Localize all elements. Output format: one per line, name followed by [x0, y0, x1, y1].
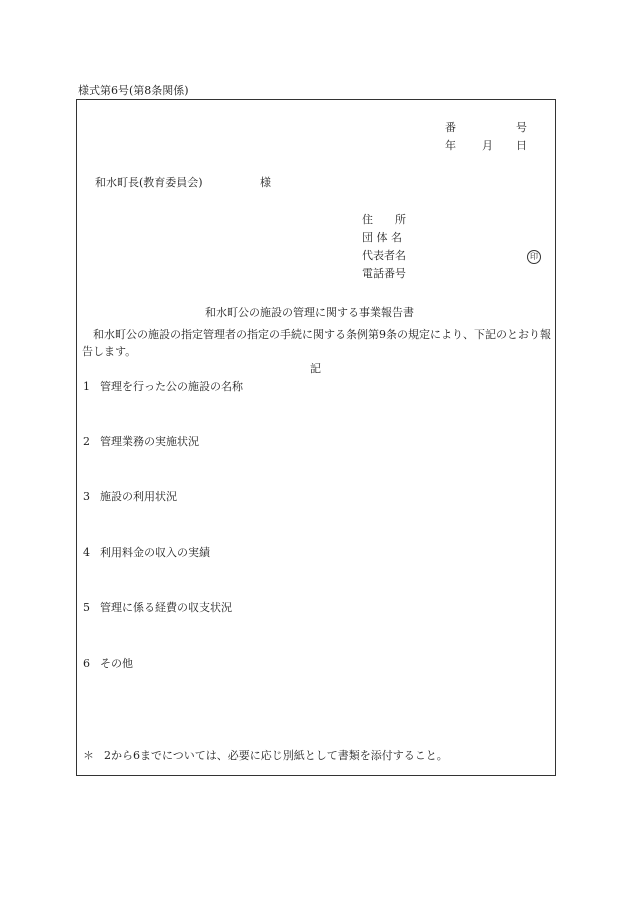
item-number: 4 — [83, 546, 90, 559]
attachment-note — [83, 749, 448, 763]
item-text: 管理業務の実施状況 — [100, 435, 199, 448]
item-number: 2 — [83, 435, 90, 448]
month-label: 月 — [482, 139, 493, 152]
item-6 — [83, 657, 133, 671]
item-number: 3 — [83, 490, 90, 503]
item-text: 施設の利用状況 — [100, 490, 177, 503]
sender-group-label: 団 体 名 — [362, 231, 402, 244]
item-text: その他 — [100, 657, 133, 670]
sender-phone-label: 電話番号 — [362, 267, 406, 280]
sender-address-label: 住 所 — [362, 213, 406, 226]
ki-label: 記 — [310, 362, 321, 375]
item-number: 5 — [83, 601, 90, 614]
item-4 — [83, 546, 210, 560]
item-1 — [83, 380, 243, 394]
item-text: 利用料金の収入の実績 — [100, 546, 210, 559]
item-text: 管理を行った公の施設の名称 — [100, 380, 243, 393]
seal-mark: 印 — [527, 250, 541, 264]
item-number: 1 — [83, 380, 90, 393]
form-number-label: 様式第6号(第8条関係) — [78, 84, 189, 97]
number-label: 番 — [445, 121, 456, 134]
addressee-name: 和水町長(教育委員会) — [95, 176, 203, 189]
note-mark: ＊ — [83, 749, 94, 762]
item-2 — [83, 435, 199, 449]
number-suffix: 号 — [516, 121, 527, 134]
item-number: 6 — [83, 657, 90, 670]
report-body: 和水町公の施設の指定管理者の指定の手続に関する条例第9条の規定により、下記のとおり報告します。 — [82, 328, 551, 358]
item-3 — [83, 490, 177, 504]
note-text: 2から6までについては、必要に応じ別紙として書類を添付すること。 — [104, 749, 448, 762]
sender-rep-label: 代表者名 — [362, 249, 406, 262]
addressee-honorific: 様 — [260, 176, 271, 189]
year-label: 年 — [445, 139, 456, 152]
item-text: 管理に係る経費の収支状況 — [100, 601, 232, 614]
item-5 — [83, 601, 232, 615]
report-title: 和水町公の施設の管理に関する事業報告書 — [205, 306, 414, 319]
day-label: 日 — [516, 139, 527, 152]
